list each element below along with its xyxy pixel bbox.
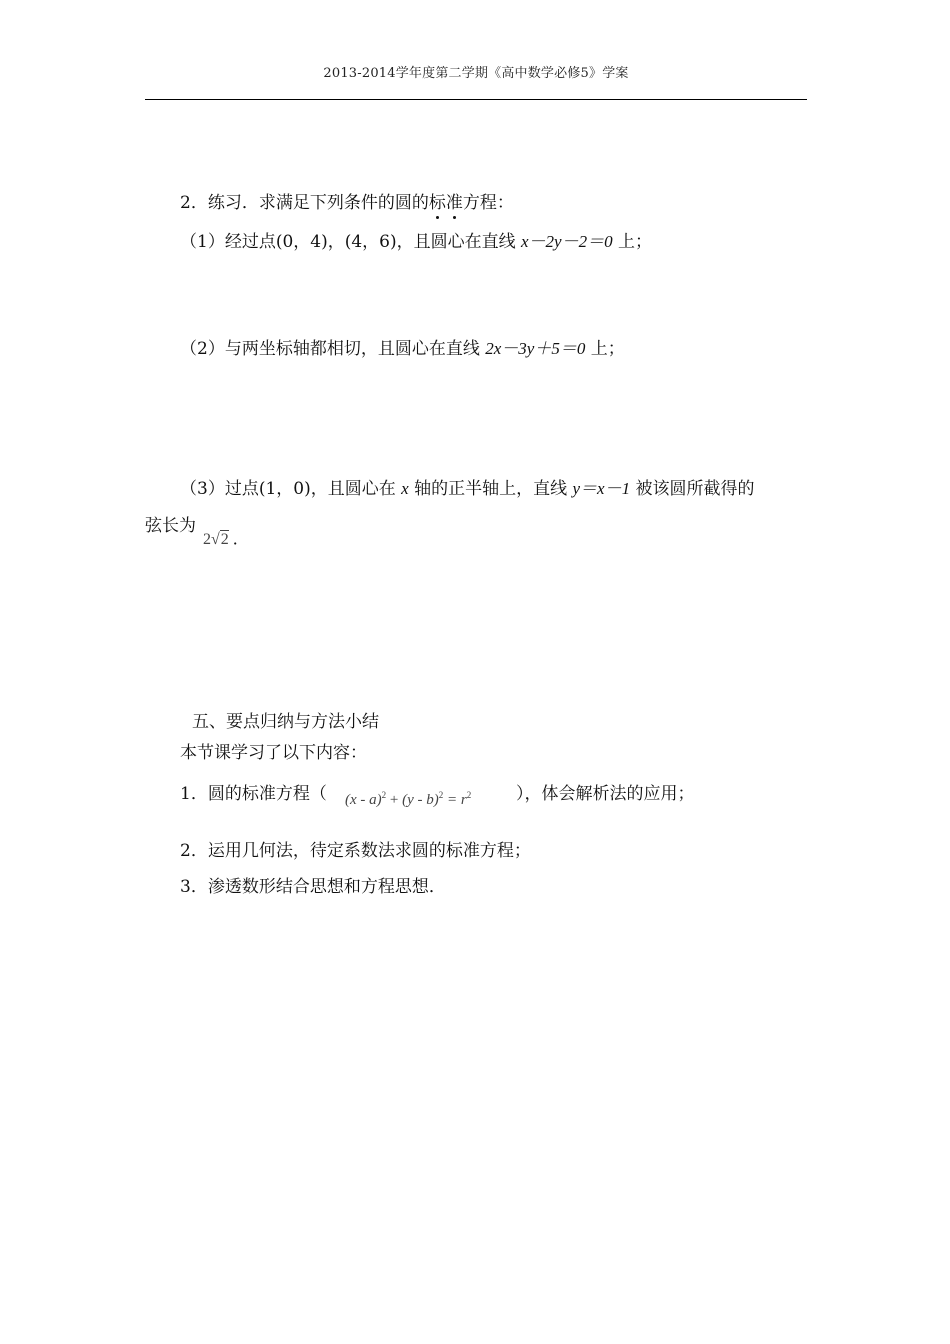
question-3-text: （3）过点(1，0)，且圆心在 [180,479,402,499]
formula-plus: + [386,792,403,808]
question-2-suffix: 上； [585,339,625,359]
formula-exp-1: 2 [381,790,387,800]
sqrt-coefficient: 2 [203,531,211,548]
question-3 [180,478,754,500]
question-2-text: （2）与两坐标轴都相切，且圆心在直线 [180,339,486,359]
question-3-text-b: 轴的正半轴上，直线 [408,479,573,499]
question-1-text: （1）经过点(0，4)，(4，6)，且圆心在直线 [180,232,522,252]
question-1-suffix: 上； [612,232,653,252]
question-2 [180,338,625,360]
summary-item-1-prefix: 1．圆的标准方程（ [180,784,327,804]
formula-term-1: (x - a) [345,792,382,808]
header-divider [145,99,807,100]
circle-standard-equation [345,790,471,809]
summary-heading: 五、要点归纳与方法小结 [192,712,379,732]
exercise-title-prefix: 2．练习．求满足下列条件的圆的 [180,193,429,213]
question-3-equation: y＝x－1 [572,479,631,498]
question-3-var-x: x [401,479,409,498]
sqrt-radicand: 2 [220,531,229,548]
formula-exp-3: 2 [466,790,472,800]
question-3-text-c: 被该圆所截得的 [630,479,755,499]
summary-item-3: 3．渗透数形结合思想和方程思想． [180,877,446,897]
summary-item-1-suffix: ），体会解析法的应用； [516,784,695,804]
sentence-end: ． [232,531,249,548]
emphasis-char-2: 准 [445,193,463,213]
page-header: 2013-2014学年度第二学期《高中数学必修5》学案 [323,66,629,81]
formula-exp-2: 2 [438,790,444,800]
summary-intro: 本节课学习了以下内容： [180,743,367,763]
question-1 [180,231,652,253]
chord-length-label: 弦长为 [145,516,196,536]
sqrt-sign-icon: √ [211,531,220,548]
question-2-equation: 2x－3y＋5＝0 [485,339,586,358]
question-1-equation: x－2y－2＝0 [521,232,613,251]
formula-equals-r: = r [443,792,467,808]
exercise-title [180,192,514,214]
chord-length-value [203,526,249,549]
summary-item-1 [180,783,327,805]
exercise-title-suffix: 方程： [462,193,514,213]
question-3-line-2 [145,515,196,537]
emphasis-char-1: 标 [428,193,446,213]
summary-item-2: 2．运用几何法，待定系数法求圆的标准方程； [180,841,531,861]
formula-term-2: (y - b) [402,792,439,808]
